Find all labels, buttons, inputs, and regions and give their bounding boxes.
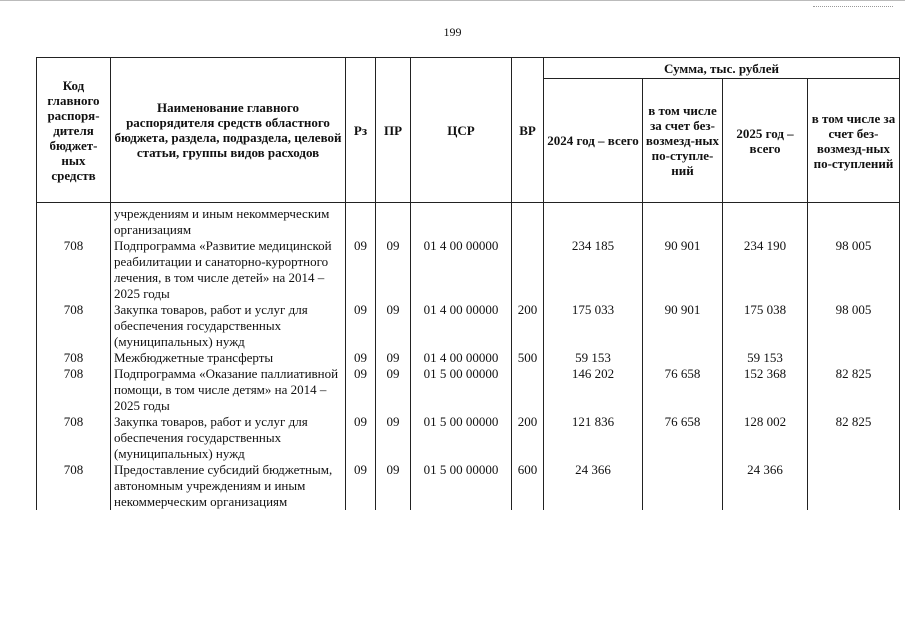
- cell-2024-total: 121 836: [544, 414, 643, 462]
- cell-rz: 09: [346, 302, 376, 350]
- header-pr: ПР: [376, 58, 411, 203]
- cell-2025-free: 82 825: [808, 366, 900, 414]
- cell-rz: 09: [346, 238, 376, 302]
- cell-2024-total: 175 033: [544, 302, 643, 350]
- cell-pr: 09: [376, 350, 411, 366]
- cell-name: Закупка товаров, работ и услуг для обеспечения государственных (муниципальных) нужд: [111, 414, 346, 462]
- table-row: [37, 366, 900, 414]
- cell-vr: 200: [512, 302, 544, 350]
- cell-vr: [512, 366, 544, 414]
- table-row: [37, 462, 900, 510]
- table-row: [37, 302, 900, 350]
- header-2025-total: 2025 год – всего: [723, 79, 808, 203]
- continuation-row: [37, 203, 900, 239]
- cell-code: 708: [37, 350, 111, 366]
- cell-2025-free: 82 825: [808, 414, 900, 462]
- cell-2024-free: 76 658: [643, 414, 723, 462]
- cell-csr: 01 4 00 00000: [411, 238, 512, 302]
- cell-2025-total: 128 002: [723, 414, 808, 462]
- cell-2025-total: 175 038: [723, 302, 808, 350]
- header-2024-free: в том числе за счет без-возмезд-ных по-ступле-ний: [643, 79, 723, 203]
- cell-vr: [512, 238, 544, 302]
- cell-2025-free: [808, 462, 900, 510]
- cell-csr: 01 5 00 00000: [411, 366, 512, 414]
- cell-rz: 09: [346, 462, 376, 510]
- cell-name: Закупка товаров, работ и услуг для обеспечения государственных (муниципальных) нужд: [111, 302, 346, 350]
- cell-code: 708: [37, 462, 111, 510]
- page-number: 199: [443, 25, 462, 39]
- scan-edge-line: [0, 0, 905, 1]
- cell-code: 708: [37, 414, 111, 462]
- header-2025-free: в том числе за счет без-возмезд-ных по-ступлений: [808, 79, 900, 203]
- cell-csr: 01 5 00 00000: [411, 414, 512, 462]
- cell-2025-free: [808, 350, 900, 366]
- scan-edge-mark: [813, 6, 893, 7]
- cell-2025-free: 98 005: [808, 302, 900, 350]
- cell-vr: 600: [512, 462, 544, 510]
- cell-2024-free: 90 901: [643, 302, 723, 350]
- header-code: Код главного распоря-дителя бюджет-ных средств: [37, 58, 111, 203]
- cell-name: Подпрограмма «Оказание паллиативной помощи, в том числе детям» на 2014 – 2025 годы: [111, 366, 346, 414]
- cell-pr: 09: [376, 302, 411, 350]
- cell-csr: 01 4 00 00000: [411, 302, 512, 350]
- cell-rz: 09: [346, 350, 376, 366]
- cell-name: Предоставление субсидий бюджетным, автономным учреждениям и иным некоммерческим организациям: [111, 462, 346, 510]
- cell-2024-free: 76 658: [643, 366, 723, 414]
- cell-pr: 09: [376, 414, 411, 462]
- cell-pr: 09: [376, 238, 411, 302]
- cell-2025-total: 234 190: [723, 238, 808, 302]
- cell-vr: 200: [512, 414, 544, 462]
- cell-2024-free: [643, 462, 723, 510]
- cell-2024-free: [643, 350, 723, 366]
- cell-name: Подпрограмма «Развитие медицинской реабилитации и санаторно-курортного лечения, в том числе детей» на 2014 – 2025 годы: [111, 238, 346, 302]
- table-row: [37, 350, 900, 366]
- budget-table: [36, 57, 900, 510]
- cell-2024-total: 24 366: [544, 462, 643, 510]
- cell-2025-total: 24 366: [723, 462, 808, 510]
- header-csr: ЦСР: [411, 58, 512, 203]
- cell-2025-free: 98 005: [808, 238, 900, 302]
- cell-csr: 01 5 00 00000: [411, 462, 512, 510]
- cell-code: 708: [37, 302, 111, 350]
- cell-rz: 09: [346, 366, 376, 414]
- cell-2024-free: 90 901: [643, 238, 723, 302]
- table-body: [37, 203, 900, 511]
- cell-2025-total: 59 153: [723, 350, 808, 366]
- header-rz: Рз: [346, 58, 376, 203]
- table-header: [37, 58, 900, 203]
- cell-pr: 09: [376, 366, 411, 414]
- cell-pr: 09: [376, 462, 411, 510]
- cell-code: 708: [37, 366, 111, 414]
- cell-2024-total: 234 185: [544, 238, 643, 302]
- header-name: Наименование главного распорядителя средств областного бюджета, раздела, подраздела, целевой статьи, группы видов расходов: [111, 58, 346, 203]
- header-amount-group: Сумма, тыс. рублей: [544, 58, 900, 79]
- table-row: [37, 414, 900, 462]
- cell-rz: 09: [346, 414, 376, 462]
- cell-vr: 500: [512, 350, 544, 366]
- header-vr: ВР: [512, 58, 544, 203]
- cell-name: Межбюджетные трансферты: [111, 350, 346, 366]
- header-2024-total: 2024 год – всего: [544, 79, 643, 203]
- cell-2024-total: 59 153: [544, 350, 643, 366]
- cell-2025-total: 152 368: [723, 366, 808, 414]
- cell-2024-total: 146 202: [544, 366, 643, 414]
- cell-code: 708: [37, 238, 111, 302]
- cell-csr: 01 4 00 00000: [411, 350, 512, 366]
- continuation-text: учреждениям и иным некоммерческим организациям: [111, 203, 346, 239]
- table-row: [37, 238, 900, 302]
